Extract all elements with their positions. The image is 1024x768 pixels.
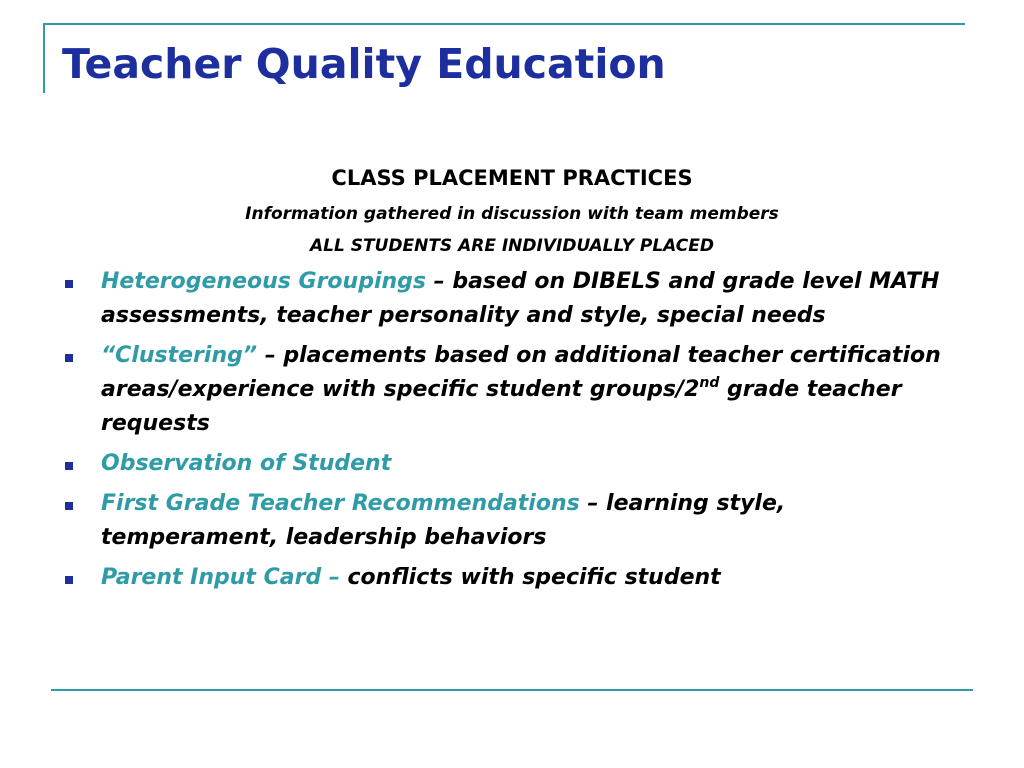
slide-title: Teacher Quality Education (62, 40, 666, 88)
bullet-clustering (62, 339, 962, 441)
bullet-first-grade-teacher-recommendations (62, 487, 962, 555)
bullet-term: “Clustering” (101, 343, 258, 368)
bullet-text: – learning style, temperament, leadership behaviors (101, 491, 786, 550)
bullet-list (62, 265, 962, 601)
bullet-term: Parent Input Card – (101, 565, 340, 590)
section-heading: CLASS PLACEMENT PRACTICES (331, 166, 693, 190)
bullet-text: – placements based on additional teacher certification areas/experience with specific student groups/2 (101, 343, 941, 402)
bullet-text: – based on DIBELS and grade level MATH assessments, teacher personality and style, special needs (101, 269, 940, 328)
bullet-text-continued: grade teacher requests (101, 377, 902, 436)
info-line: Information gathered in discussion with team members (245, 204, 779, 224)
placement-note: ALL STUDENTS ARE INDIVIDUALLY PLACED (309, 236, 715, 256)
bullet-parent-input-card (62, 561, 962, 595)
bullet-heterogeneous-groupings (62, 265, 962, 333)
bullet-text: conflicts with specific student (339, 565, 721, 590)
square-bullet-icon (65, 280, 73, 288)
top-vertical-rule (43, 23, 45, 93)
square-bullet-icon (65, 576, 73, 584)
bottom-horizontal-rule (51, 689, 973, 691)
bullet-term: Heterogeneous Groupings (101, 269, 426, 294)
top-horizontal-rule (43, 23, 965, 25)
square-bullet-icon (65, 462, 73, 470)
square-bullet-icon (65, 354, 73, 362)
bullet-observation-of-student (62, 447, 962, 481)
bullet-term: First Grade Teacher Recommendations (101, 491, 580, 516)
square-bullet-icon (65, 502, 73, 510)
ordinal-suffix: nd (699, 375, 720, 391)
bullet-term: Observation of Student (101, 451, 392, 476)
